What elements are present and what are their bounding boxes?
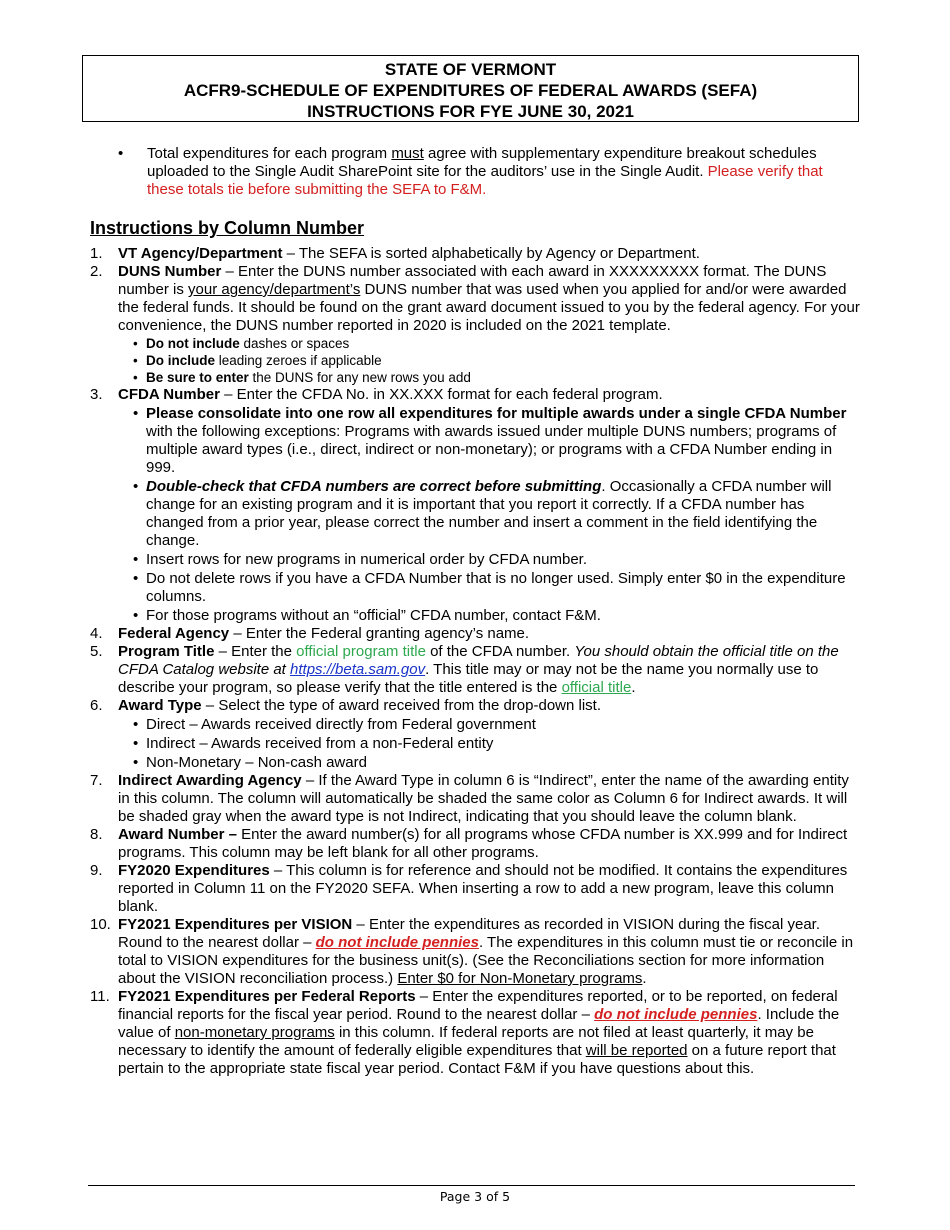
item-text: . The expenditures in this column must tie or reconcile in total to VISION expenditures for the business unit(s). (See the Reconciliations section for more information about the VISION reconciliation process.): [118, 934, 854, 987]
item-title: Program Title: [118, 643, 215, 660]
item-text: on a future report that pertain to the appropriate state fiscal year period. Contact F&M if you have questions about this.: [118, 1042, 836, 1077]
intro-text-1: Total expenditures for each program: [147, 145, 392, 162]
instructions-list: [90, 245, 860, 1078]
item-underlined: your agency/department’s: [188, 281, 361, 298]
cfda-sublist: [118, 405, 860, 625]
item-text: .: [631, 679, 636, 696]
list-item: [118, 478, 860, 550]
bullet-dot-icon: •: [133, 353, 138, 368]
item-title: Award Number –: [118, 826, 237, 843]
item-number: 2.: [90, 263, 103, 280]
item-number: 3.: [90, 386, 103, 403]
item-number: 5.: [90, 643, 103, 660]
intro-bullet: [90, 145, 860, 199]
official-title-link[interactable]: official title: [561, 679, 632, 696]
item-number: 7.: [90, 772, 103, 789]
sub-bold: Do not include: [146, 336, 240, 351]
bullet-dot-icon: •: [133, 570, 139, 587]
instruction-item-11: [90, 988, 860, 1078]
item-text: – The SEFA is sorted alphabetically by Agency or Department.: [282, 245, 700, 262]
sub-text: Non-Monetary – Non-cash award: [146, 754, 367, 771]
intro-text-2: agree with supplementary expenditure breakout schedules uploaded to the Single Audit SharePoint site for the auditors’ use in the Single Audit.: [147, 145, 817, 180]
item-text: in this column. If federal reports are not filed at least quarterly, it may be necessary to identify the amount of federally eligible expenditures that: [118, 1024, 814, 1059]
item-title: DUNS Number: [118, 263, 222, 280]
item-title: Award Type: [118, 697, 202, 714]
sub-text: Direct – Awards received directly from Federal government: [146, 716, 536, 733]
sub-text: Indirect – Awards received from a non-Federal entity: [146, 735, 494, 752]
intro-verify-note: Please verify that these totals tie before submitting the SEFA to F&M.: [147, 163, 823, 198]
item-text: . This title may or may not be the name you normally use to describe your program, so please verify that the title entered is the: [118, 661, 819, 696]
bullet-dot-icon: •: [133, 478, 139, 495]
bullet-dot-icon: •: [133, 735, 139, 752]
item-title: FY2021 Expenditures per Federal Reports: [118, 988, 416, 1005]
bullet-dot-icon: •: [133, 336, 138, 351]
list-item: [118, 570, 860, 606]
page-number: Page 3 of 5: [439, 1189, 511, 1204]
item-title: CFDA Number: [118, 386, 220, 403]
bullet-dot-icon: •: [133, 551, 139, 568]
item-text: – Enter the expenditures reported, or to be reported, on federal financial reports for the fiscal year period. Round to the nearest dollar –: [118, 988, 838, 1023]
instruction-item-3: [90, 386, 860, 625]
item-text: . Include the value of: [118, 1006, 840, 1041]
item-text: – This column is for reference and should not be modified. It contains the expenditures reported in Column 11 on the FY2020 SEFA. When inserting a row to add a new program, leave this column blank.: [118, 862, 848, 915]
instruction-item-5: [90, 643, 860, 697]
no-pennies-warning: do not include pennies: [594, 1006, 758, 1023]
instruction-item-6: [90, 697, 860, 772]
no-pennies-warning: do not include pennies: [315, 934, 479, 951]
item-number: 11.: [90, 988, 110, 1005]
document-body: [90, 145, 860, 1078]
header-subtitle: INSTRUCTIONS FOR FYE JUNE 30, 2021: [307, 102, 634, 121]
bullet-dot-icon: •: [133, 754, 139, 771]
bullet-dot-icon: •: [133, 607, 139, 624]
item-title: FY2021 Expenditures per VISION: [118, 916, 353, 933]
item-text: Enter the award number(s) for all programs whose CFDA number is XX.999 and for Indirect programs. This column may be left blank for all other programs.: [118, 826, 848, 861]
instruction-item-10: [90, 916, 860, 988]
item-number: 8.: [90, 826, 103, 843]
sam-gov-link[interactable]: https://beta.sam.gov: [290, 661, 426, 678]
bullet-dot-icon: •: [118, 145, 124, 162]
list-item: [118, 369, 860, 386]
item-green-text: official program title: [296, 643, 426, 660]
list-item: [118, 335, 860, 352]
bullet-dot-icon: •: [133, 716, 139, 733]
item-number: 9.: [90, 862, 103, 879]
footer-divider: [88, 1185, 855, 1186]
intro-must: must: [391, 145, 424, 162]
sub-bold: Be sure to enter: [146, 370, 249, 385]
list-item: [118, 754, 860, 772]
item-number: 4.: [90, 625, 103, 642]
item-title: FY2020 Expenditures: [118, 862, 270, 879]
item-text: – Enter the expenditures as recorded in VISION during the fiscal year. Round to the nearest dollar –: [118, 916, 821, 951]
list-item: [118, 551, 860, 569]
bullet-dot-icon: •: [133, 370, 138, 385]
award-type-sublist: [118, 716, 860, 772]
sub-bold: Do include: [146, 353, 216, 368]
sub-bold-italic: Double-check that CFDA numbers are correct before submitting: [146, 478, 602, 495]
sub-text: with the following exceptions: Programs with awards issued under multiple DUNS numbers; programs of multiple award types (i.e., direct, indirect or non-monetary); or programs with a CFDA Number ending in 999.: [146, 423, 837, 476]
list-item: [118, 716, 860, 734]
item-title: VT Agency/Department: [118, 245, 283, 262]
item-underlined: will be reported: [585, 1042, 688, 1059]
item-text: .: [642, 970, 647, 987]
list-item: [118, 352, 860, 369]
item-underlined: Enter $0 for Non-Monetary programs: [397, 970, 643, 987]
sub-text: dashes or spaces: [239, 336, 350, 351]
duns-sublist: [118, 335, 860, 386]
item-text: – Enter the CFDA No. in XX.XXX format for each federal program.: [219, 386, 663, 403]
sub-text: . Occasionally a CFDA number will change for an existing program and it is important that you report it correctly. If a CFDA number has changed from a prior year, please correct the number and insert a comment in the field identifying the change.: [146, 478, 832, 549]
item-text: – Select the type of award received from the drop-down list.: [201, 697, 602, 714]
instruction-item-1: [90, 245, 860, 263]
document-header: [82, 55, 859, 122]
instruction-item-7: [90, 772, 860, 826]
list-item: [118, 607, 860, 625]
sub-text: leading zeroes if applicable: [215, 353, 382, 368]
item-number: 1.: [90, 245, 103, 262]
instruction-item-9: [90, 862, 860, 916]
sub-text: For those programs without an “official” CFDA number, contact F&M.: [146, 607, 601, 624]
bullet-dot-icon: •: [133, 405, 139, 422]
instruction-item-8: [90, 826, 860, 862]
instruction-item-4: [90, 625, 860, 643]
list-item: [118, 405, 860, 477]
item-text: DUNS number that was used when you applied for and/or were awarded the federal funds. It should be found on the grant award document issued to you by the federal agency. For your convenience, the DUNS number reported in 2020 is included on the 2021 template.: [118, 281, 860, 334]
item-number: 10.: [90, 916, 111, 933]
item-underlined: non-monetary programs: [174, 1024, 335, 1041]
item-text: – If the Award Type in column 6 is “Indirect”, enter the name of the awarding entity in this column. The column will automatically be shaded the same color as Column 6 for Indirect awards. It will be shaded gray when the award type is not Indirect, indicating that you should leave the column blank.: [118, 772, 849, 825]
item-text: – Enter the: [214, 643, 297, 660]
item-italic-text: You should obtain the official title on the CFDA Catalog website at: [118, 643, 839, 678]
header-state: STATE OF VERMONT: [384, 60, 557, 79]
item-title: Indirect Awarding Agency: [118, 772, 302, 789]
item-text: – Enter the Federal granting agency’s name.: [229, 625, 530, 642]
instruction-item-2: [90, 263, 860, 386]
item-text: of the CFDA number.: [425, 643, 575, 660]
item-title: Federal Agency: [118, 625, 230, 642]
sub-text: Do not delete rows if you have a CFDA Number that is no longer used. Simply enter $0 in the expenditure columns.: [146, 570, 846, 605]
item-number: 6.: [90, 697, 103, 714]
sub-text: the DUNS for any new rows you add: [248, 370, 471, 385]
item-text: – Enter the DUNS number associated with each award in XXXXXXXXX format. The DUNS number is: [118, 263, 827, 298]
list-item: [118, 735, 860, 753]
sub-text: Insert rows for new programs in numerical order by CFDA number.: [146, 551, 587, 568]
sub-bold: Please consolidate into one row all expenditures for multiple awards under a single CFDA Number: [146, 405, 847, 422]
header-title: ACFR9-SCHEDULE OF EXPENDITURES OF FEDERAL AWARDS (SEFA): [183, 81, 758, 100]
section-heading: Instructions by Column Number: [90, 218, 365, 238]
